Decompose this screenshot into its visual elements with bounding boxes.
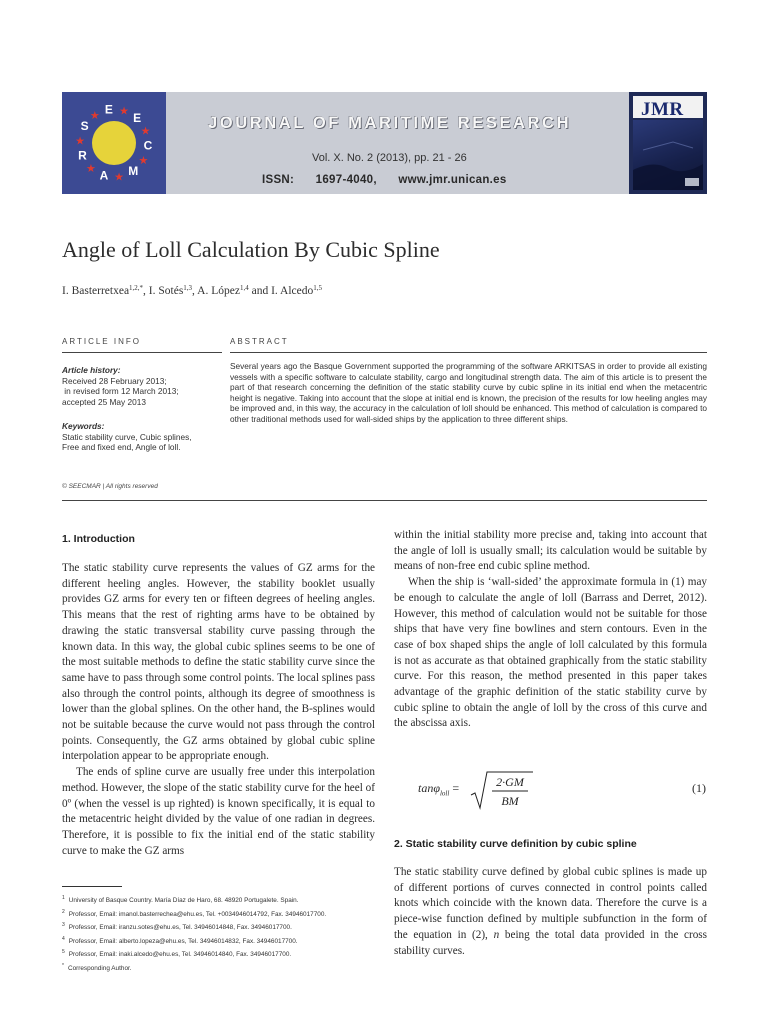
footnote: $^2$ Professor, Email: imanol.basterrechea@ehu.es, Tel. +0034946014792, Fax. 34946017700. [62,908,327,918]
info-rule [62,352,222,353]
journal-banner [62,92,707,194]
logo-letter: C [143,138,153,153]
author-name: I. Alcedo [271,285,314,297]
logo-letter: M [128,164,139,179]
abstract-text: Several years ago the Basque Government supported the programming of the software ARKITSAS in order to provide all existing vessels with a specific software to calculate stability, cargo and longitudinal strength data. The aim of this article is to present the part of that research concerning the definition of the static stability curve by cubic spline in its initial end when the metacentric height is negative. Taking into account that the slope at initial end is known, the precision of the results for low heeling angles may be improved and, in this way, the accuracy in the calculation of loll should be enhanced. This method of calculation is compared to other traditional methods used for wall-sided ships by the application to three different ships. [230,361,707,424]
revised-date: in revised form 12 March 2013; [62,386,179,396]
cover-graphic [633,120,703,190]
author-affiliation-mark: 1,3 [183,284,193,292]
abstract-rule [230,352,707,353]
logo-letter: E [133,111,142,126]
keywords-line-2: Free and fixed end, Angle of loll. [62,442,181,452]
cover-title: JMR [641,99,684,120]
issn: ISSN: 1697-4040, [262,174,377,186]
footnotes [62,893,326,974]
volume-info: Vol. X. No. 2 (2013), pp. 21 - 26 [312,152,467,164]
journal-title: JOURNAL OF MARITIME RESEARCH [208,114,572,132]
keywords-heading: Keywords: [62,421,105,431]
star-icon: ★ [140,124,151,138]
star-icon: ★ [119,104,129,118]
section-2-heading: 2. Static stability curve definition by cubic spline [394,838,637,850]
section-2-paragraph: The static stability curve defined by global cubic splines is made up of different portions of curves connected in control points called knots which coincide with the known data. Therefore the curve is a piece-wise function defined by multiple subfunction in the form of the equation in (2), n being the total data provided in the cross stability curves. [394,866,708,957]
footnote: $^1$ University of Basque Country. María Díaz de Haro, 68. 48920 Portugalete. Spain. [62,895,299,905]
right-column [394,528,707,732]
abstract-label: ABSTRACT [230,337,289,346]
author-list: I. Basterretxea$^{1,2,*}$, I. Sotés$^{1,3}$, A. López$^{1,4}$ and I. Alcedo$^{1,5}$ [62,284,322,297]
keywords-line-1: Static stability curve, Cubic splines, [62,431,192,442]
seecmar-logo-graphic [62,92,166,194]
footnote: * Corresponding Author. [62,962,132,972]
intro-paragraph-1: The static stability curve represents the values of GZ arms for the different heeling angles. However, the stability booklet usually provides GZ arms for every ten or fifteen degrees of heeling angles. This means that the rest of righting arms have to be obtained by drawing the static transversal stability curve passing through the known data. In this way, the global cubic splines seems to be one of the most suitable methods to define the static stability curve since the same have to pass through some control points. The local splines pass also through the control points, although its degree of smoothness is lower than the global splines. On the other hand, the B-splines would not be suitable because the curve would not pass through the control points. Consequently, the GZ arms obtained by global cubic spline interpolation appear to be appropriate enough. [62,562,375,763]
header-bottom-rule [62,500,707,501]
cover-header [633,96,703,118]
logo-letter: A [99,168,109,183]
right-paragraph-1: within the initial stability more precise and, taking into account that the angle of loll is usually small; its calculation would be suitable by means of non-free end cubic spline method. [394,529,707,573]
logo-sun [92,121,136,165]
intro-heading: 1. Introduction [62,533,135,545]
article-info [62,365,222,453]
equation-radical [470,771,534,815]
intro-paragraph-2: The ends of spline curve are usually free under this interpolation method. However, the slope of the static stability curve for the heel of 0º (when the vessel is up righted) is known specifically, it is equal to the metacentric height divided by the value of one radian in degrees. Therefore, it is possible to fix the initial end of the static stability curve to make the GZ arms [62,766,375,857]
seecmar-logo [62,92,166,194]
equation-denominator: BM [501,794,519,808]
equation-lhs: tanφ$_{loll}$ = [418,781,460,798]
journal-website[interactable]: www.jmr.unican.es [398,174,507,186]
logo-letter: S [80,119,89,133]
left-column [62,561,375,859]
author-name: I. Basterretxea [62,285,130,297]
star-icon: ★ [138,154,149,167]
received-date: Received 28 February 2013; [62,375,167,386]
star-icon: ★ [89,108,100,122]
accepted-date: accepted 25 May 2013 [62,396,146,407]
cover-image [633,120,703,190]
article-info-label: ARTICLE INFO [62,337,141,346]
copyright: © SEECMAR | All rights reserved [62,483,158,490]
section-2-text [394,865,707,959]
logo-letter: E [104,102,113,117]
article-title: Angle of Loll Calculation By Cubic Spline [62,237,440,262]
footnote: $^3$ Professor, Email: iranzu.sotes@ehu.es, Tel. 34946014848, Fax. 34946017700. [62,922,292,932]
star-icon: ★ [114,170,125,184]
author-name: A. López [197,285,240,297]
issn-line [262,174,507,186]
footnote-rule [62,886,122,887]
author-affiliation-mark: 1,2,* [129,284,144,292]
star-icon: ★ [75,134,86,148]
author-affiliation-mark: 1,4 [239,284,249,292]
author-name: I. Sotés [148,285,184,297]
equation-1 [418,775,706,808]
logo-letter: R [78,148,87,163]
journal-cover [629,92,707,194]
right-paragraph-2: When the ship is ‘wall-sided’ the approximate formula in (1) may be enough to calculate the angle of loll (Barrass and Derret, 2012). However, this method of calculation would not be suitable for those ships that have very fine bowlines and stern contours. Even in the case of box shaped ships the angle of loll calculated by this formula is not as accurate as that obtained graphically from the static stability curve. For this reason, the method presented in this paper takes advantage of the graphic definition of the static stability curve by cubic spline to obtain the angle of loll by the cross of this curve and the abscissa axis. [394,576,707,730]
footnote: $^5$ Professor, Email: inaki.alcedo@ehu.es, Tel. 34946014840, Fax. 34946017700. [62,949,292,959]
history-heading: Article history: [62,365,121,375]
equation-numerator: 2·GM [496,775,524,789]
author-affiliation-mark: 1,5 [313,284,322,292]
footnote: $^4$ Professor, Email: alberto.lopeza@ehu.es, Tel. 34946014832, Fax. 34946017700. [62,935,298,945]
equation-number: (1) [692,781,706,795]
sqrt-sign [470,771,534,811]
star-icon: ★ [85,161,96,175]
